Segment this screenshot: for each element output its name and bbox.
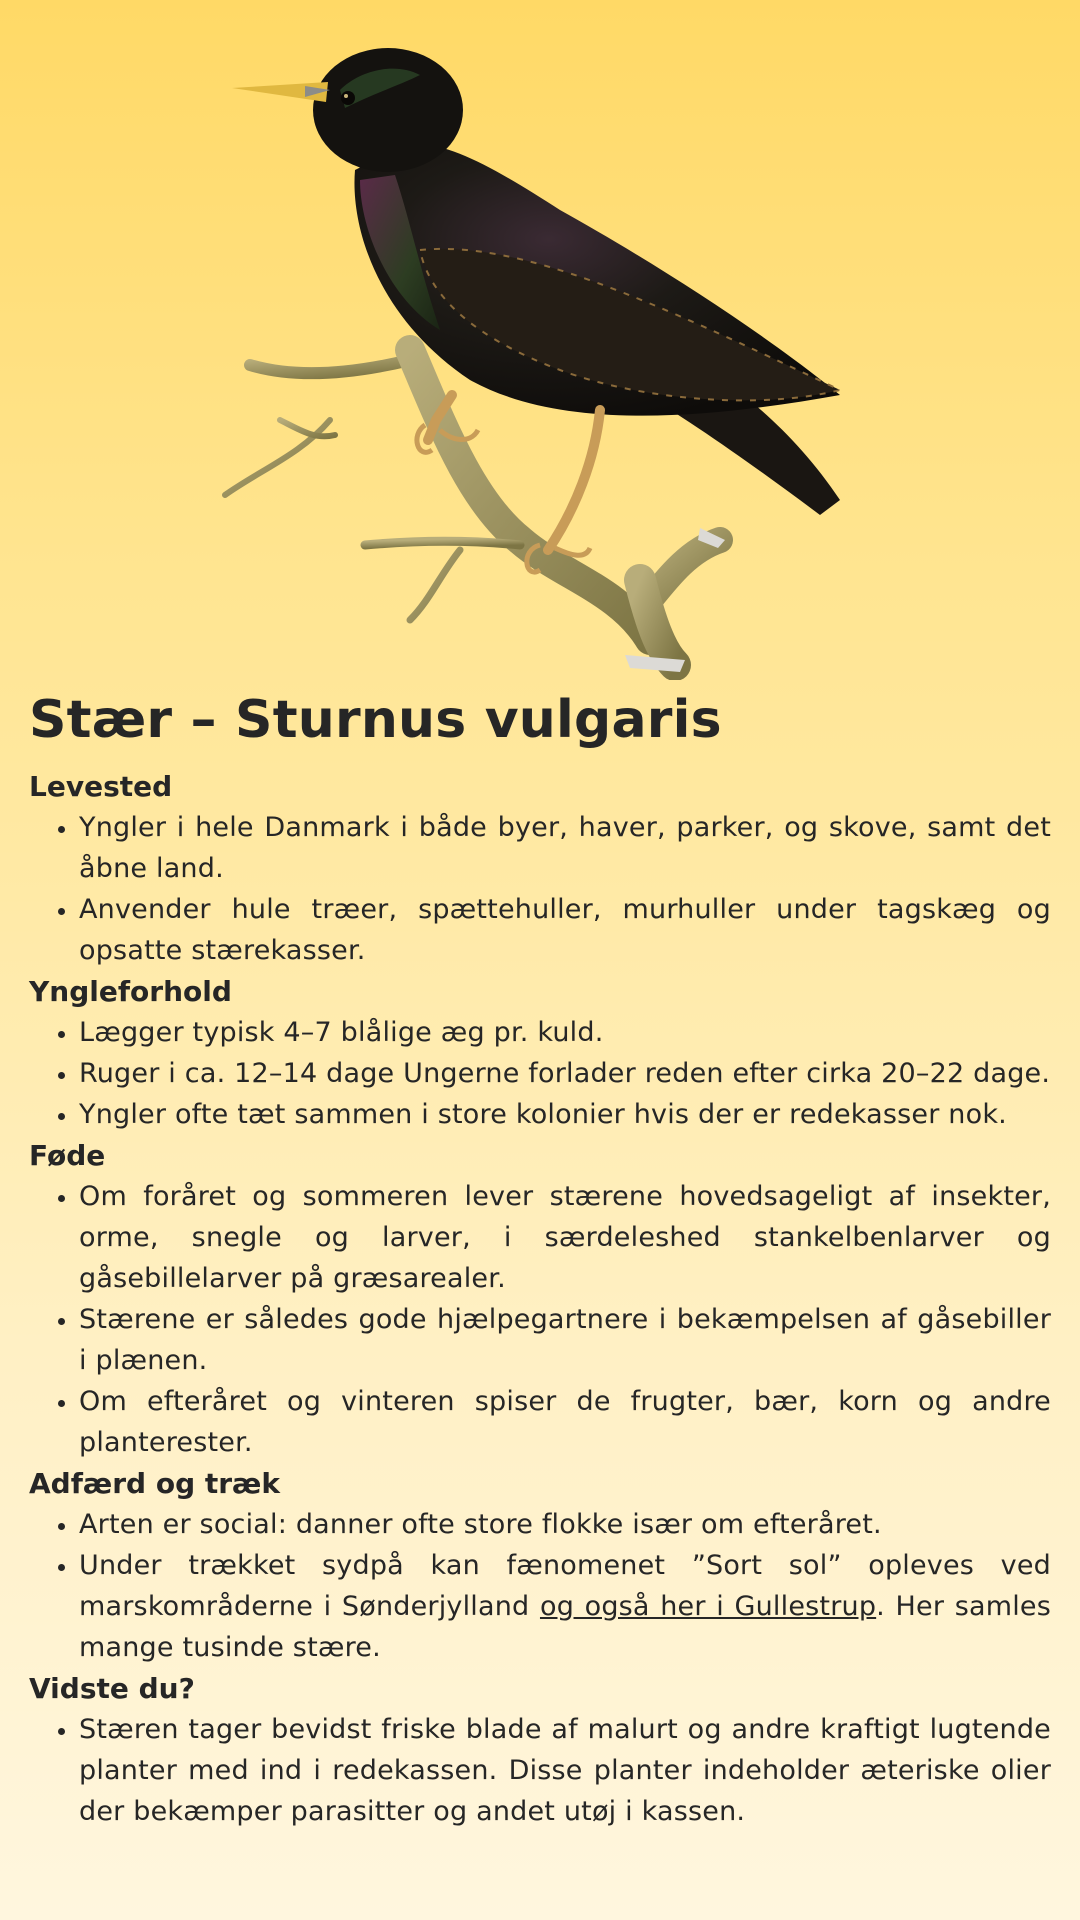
list-item: • Om foråret og sommeren lever stærene hovedsageligt af insekter, orme, snegle og larver, i særdeleshed stankelbenlarver og gåsebillelarver på græsarealer. bbox=[79, 1176, 1051, 1299]
list-item: • Stærene er således gode hjælpegartnere i bekæmpelsen af gåsebiller i plænen. bbox=[79, 1299, 1051, 1381]
list-item-text: Under trækket sydpå kan fænomenet ”Sort sol” opleves ved marskområderne i Sønderjylland bbox=[79, 1550, 1051, 1622]
list-adfaerd bbox=[29, 1504, 1051, 1668]
list-item-text: . Her samles mange tusinde stære. bbox=[79, 1591, 1051, 1663]
list-item: • Anvender hule træer, spættehuller, murhuller under tagskæg og opsatte stærekasser. bbox=[79, 889, 1051, 971]
starling-illustration bbox=[0, 0, 1080, 680]
section-heading-vidste-du: Vidste du? bbox=[29, 1672, 195, 1705]
list-item: • Arten er social: danner ofte store flokke især om efteråret. bbox=[79, 1504, 1051, 1545]
list-vidste-du bbox=[29, 1709, 1051, 1832]
list-item: • Stæren tager bevidst friske blade af malurt og andre kraftigt lugtende planter med ind i redekassen. Disse planter indeholder æteriske olier der bekæmper parasitter og andet utøj i kassen. bbox=[79, 1709, 1051, 1832]
list-item: • Ruger i ca. 12–14 dage Ungerne forlader reden efter cirka 20–22 dage. bbox=[79, 1053, 1051, 1094]
section-heading-yngleforhold: Yngleforhold bbox=[29, 975, 232, 1008]
section-heading-foede: Føde bbox=[29, 1139, 106, 1172]
list-item: • Yngler i hele Danmark i både byer, haver, parker, og skove, samt det åbne land. bbox=[79, 807, 1051, 889]
section-heading-levested: Levested bbox=[29, 770, 173, 803]
list-item: • Lægger typisk 4–7 blålige æg pr. kuld. bbox=[79, 1012, 1051, 1053]
list-item bbox=[79, 1545, 1051, 1668]
list-item: • Yngler ofte tæt sammen i store kolonier hvis der er redekasser nok. bbox=[79, 1094, 1051, 1135]
page-title: Stær – Sturnus vulgaris bbox=[29, 690, 722, 750]
gullestrup-link[interactable]: og også her i Gullestrup bbox=[539, 1591, 877, 1622]
list-foede bbox=[29, 1176, 1051, 1463]
list-yngleforhold bbox=[29, 1012, 1051, 1135]
section-heading-adfaerd: Adfærd og træk bbox=[29, 1467, 281, 1500]
hero-image bbox=[0, 0, 1080, 680]
list-levested bbox=[29, 807, 1051, 971]
list-item: • Om efteråret og vinteren spiser de frugter, bær, korn og andre planterester. bbox=[79, 1381, 1051, 1463]
article bbox=[29, 682, 1051, 1832]
